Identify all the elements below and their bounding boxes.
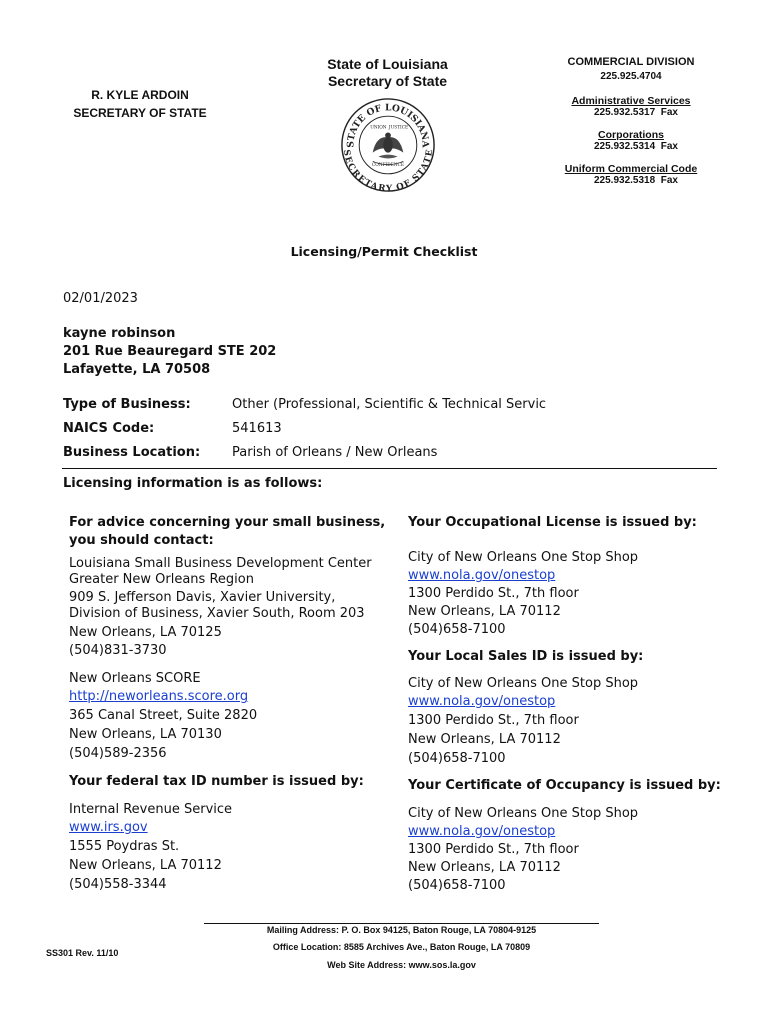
cert-city: New Orleans, LA 70112 bbox=[408, 860, 561, 875]
licensing-info-heading: Licensing information is as follows: bbox=[63, 476, 323, 491]
score-city: New Orleans, LA 70130 bbox=[69, 727, 222, 742]
business-location-value: Parish of Orleans / New Orleans bbox=[232, 445, 438, 460]
occ-link[interactable]: www.nola.gov/onestop bbox=[408, 568, 556, 583]
section-divider bbox=[62, 468, 717, 469]
sales-link[interactable]: www.nola.gov/onestop bbox=[408, 694, 556, 709]
admin-services-label: Administrative Services bbox=[571, 95, 691, 107]
seal-justice-text: JUSTICE bbox=[388, 125, 409, 131]
seal-confidence-text: CONFIDENCE bbox=[371, 163, 405, 169]
irs-city: New Orleans, LA 70112 bbox=[69, 858, 222, 873]
occ-phone: (504)658-7100 bbox=[408, 622, 506, 637]
sales-phone: (504)658-7100 bbox=[408, 751, 506, 766]
division-main-phone: 225.925.4704 bbox=[600, 71, 662, 82]
right-column bbox=[408, 514, 728, 895]
footer-mailing-address: Mailing Address: P. O. Box 94125, Baton Rouge, LA 70804-9125 bbox=[266, 925, 537, 935]
recipient-city: Lafayette, LA 70508 bbox=[63, 362, 211, 377]
document-date: 02/01/2023 bbox=[63, 291, 138, 306]
seal-bottom-text: SECRETARY OF STATE bbox=[340, 149, 436, 193]
recipient-street: 201 Rue Beauregard STE 202 bbox=[63, 344, 277, 359]
occupational-license-contact bbox=[408, 549, 728, 639]
irs-contact bbox=[69, 801, 389, 894]
secretary-name: R. KYLE ARDOIN bbox=[91, 88, 189, 102]
irs-name: Internal Revenue Service bbox=[69, 802, 233, 817]
sbdc-line-2: Greater New Orleans Region bbox=[69, 572, 254, 587]
occupational-license-heading: Your Occupational License is issued by: bbox=[408, 515, 697, 530]
certificate-occupancy-contact bbox=[408, 805, 728, 895]
pelican-body bbox=[383, 137, 393, 152]
division-title: COMMERCIAL DIVISION bbox=[567, 56, 695, 68]
occ-name: City of New Orleans One Stop Shop bbox=[408, 550, 639, 565]
score-link[interactable]: http://neworleans.score.org bbox=[69, 689, 249, 704]
sbdc-line-4: Division of Business, Xavier South, Room 203 bbox=[69, 606, 365, 621]
commercial-division-block bbox=[552, 55, 710, 187]
sbdc-contact bbox=[69, 556, 389, 660]
fax-word: Fax bbox=[660, 107, 678, 118]
ucc-fax-number: 225.932.5318 bbox=[594, 175, 656, 186]
seal-union-text: UNION bbox=[370, 125, 387, 131]
admin-fax-number: 225.932.5317 bbox=[594, 107, 656, 118]
fax-word: Fax bbox=[660, 175, 678, 186]
cert-link[interactable]: www.nola.gov/onestop bbox=[408, 824, 556, 839]
type-of-business-value: Other (Professional, Scientific & Technical Servic bbox=[232, 397, 547, 412]
pelican-nest bbox=[378, 155, 397, 159]
sales-name: City of New Orleans One Stop Shop bbox=[408, 676, 639, 691]
tax-id-heading: Your federal tax ID number is issued by: bbox=[69, 774, 364, 789]
state-line-1: State of Louisiana bbox=[327, 56, 448, 72]
footer-office-location: Office Location: 8585 Archives Ave., Baton Rouge, LA 70809 bbox=[272, 942, 531, 952]
advice-heading-line-1: For advice concerning your small business, bbox=[69, 515, 386, 530]
sales-city: New Orleans, LA 70112 bbox=[408, 732, 561, 747]
local-sales-id-heading: Your Local Sales ID is issued by: bbox=[408, 649, 644, 664]
pelican-head bbox=[385, 133, 391, 139]
corporations-label: Corporations bbox=[598, 129, 664, 141]
sales-street: 1300 Perdido St., 7th floor bbox=[408, 713, 579, 728]
cert-phone: (504)658-7100 bbox=[408, 878, 506, 893]
footer-divider bbox=[204, 923, 599, 924]
irs-street: 1555 Poydras St. bbox=[69, 839, 180, 854]
certificate-occupancy-heading: Your Certificate of Occupancy is issued by: bbox=[408, 778, 721, 793]
naics-code-label: NAICS Code: bbox=[63, 421, 155, 436]
naics-code-value: 541613 bbox=[232, 421, 282, 436]
fax-word: Fax bbox=[660, 141, 678, 152]
footer-website: Web Site Address: www.sos.la.gov bbox=[327, 960, 476, 970]
sbdc-phone: (504)831-3730 bbox=[69, 643, 167, 658]
recipient-name: kayne robinson bbox=[63, 326, 176, 341]
advice-heading-line-2: you should contact: bbox=[69, 533, 214, 548]
secretary-title: SECRETARY OF STATE bbox=[73, 106, 207, 120]
cert-street: 1300 Perdido St., 7th floor bbox=[408, 842, 579, 857]
sbdc-line-3: 909 S. Jefferson Davis, Xavier University, bbox=[69, 590, 336, 605]
score-street: 365 Canal Street, Suite 2820 bbox=[69, 708, 258, 723]
irs-phone: (504)558-3344 bbox=[69, 877, 167, 892]
score-name: New Orleans SCORE bbox=[69, 671, 201, 686]
ucc-label: Uniform Commercial Code bbox=[564, 163, 698, 175]
score-contact bbox=[69, 670, 389, 763]
document-title: Licensing/Permit Checklist bbox=[290, 244, 478, 259]
cert-name: City of New Orleans One Stop Shop bbox=[408, 806, 639, 821]
sbdc-line-1: Louisiana Small Business Development Center bbox=[69, 556, 372, 571]
irs-link[interactable]: www.irs.gov bbox=[69, 820, 148, 835]
left-column bbox=[69, 514, 389, 894]
local-sales-contact bbox=[408, 675, 728, 768]
occ-city: New Orleans, LA 70112 bbox=[408, 604, 561, 619]
state-seal bbox=[340, 97, 436, 193]
corp-fax-number: 225.932.5314 bbox=[594, 141, 656, 152]
corporations-fax bbox=[552, 141, 710, 153]
business-location-label: Business Location: bbox=[63, 445, 201, 460]
admin-services-fax bbox=[552, 107, 710, 119]
ucc-fax bbox=[552, 175, 710, 187]
score-phone: (504)589-2356 bbox=[69, 746, 167, 761]
sbdc-line-5: New Orleans, LA 70125 bbox=[69, 625, 222, 640]
form-revision: SS301 Rev. 11/10 bbox=[46, 948, 119, 958]
type-of-business-label: Type of Business: bbox=[63, 397, 191, 412]
occ-street: 1300 Perdido St., 7th floor bbox=[408, 586, 579, 601]
state-line-2: Secretary of State bbox=[327, 73, 448, 89]
seal-top-text: STATE OF LOUISIANA bbox=[345, 102, 431, 148]
